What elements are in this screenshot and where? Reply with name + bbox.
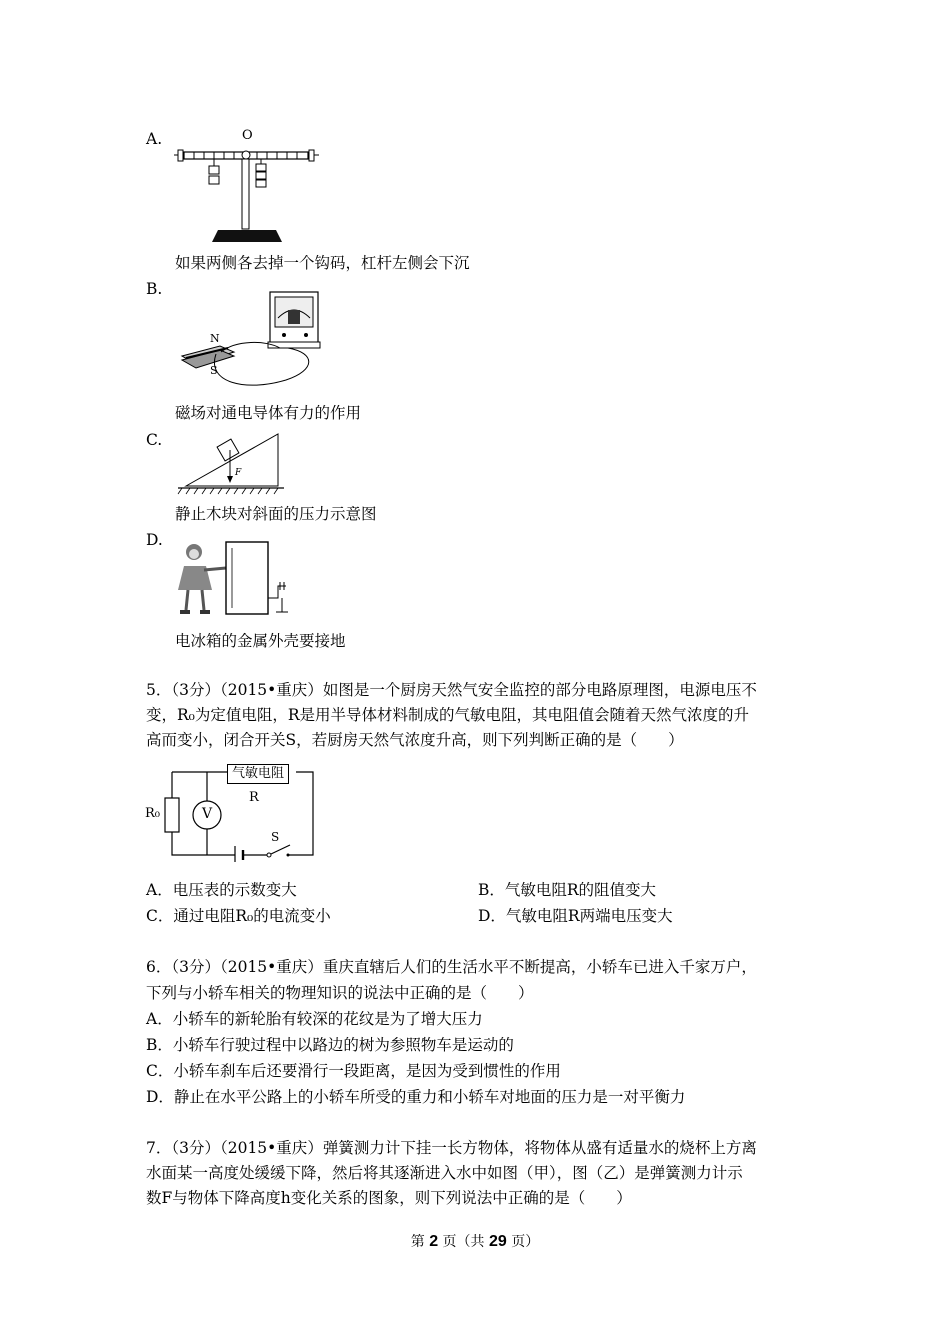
footer-post: 页） — [511, 1234, 540, 1250]
footer-page-number: 2 — [429, 1233, 439, 1250]
circuit-diagram — [145, 762, 320, 862]
r0-label: R₀ — [145, 806, 160, 821]
option-b-caption: 磁场对通电导体有力的作用 — [175, 404, 362, 422]
option-d-letter: D. — [146, 531, 163, 549]
south-label: S — [210, 364, 218, 377]
q6-text-line-2: 下列与小轿车相关的物理知识的说法中正确的是（ ） — [146, 984, 534, 1002]
q6-option-d: D．静止在水平公路上的小轿车所受的重力和小轿车对地面的压力是一对平衡力 — [146, 1088, 686, 1106]
option-a-letter: A. — [146, 130, 163, 148]
q6-option-c: C．小轿车刹车后还要滑行一段距离，是因为受到惯性的作用 — [146, 1062, 561, 1080]
footer-pre: 第 — [410, 1234, 425, 1250]
q6-option-b: B．小轿车行驶过程中以路边的树为参照物车是运动的 — [146, 1036, 514, 1054]
fridge-figure — [176, 538, 296, 618]
force-label: F — [235, 468, 242, 478]
q6-text-line-1: 6．（3分）（2015•重庆）重庆直辖后人们的生活水平不断提高，小轿车已进入千家万户， — [146, 958, 757, 976]
option-d-caption: 电冰箱的金属外壳要接地 — [175, 632, 346, 650]
magnet-circuit-figure — [176, 288, 326, 396]
q7-text-line-1: 7．（3分）（2015•重庆）弹簧测力计下挂一长方物体，将物体从盛有适量水的烧杯上方离 — [146, 1139, 757, 1157]
option-c-letter: C. — [146, 431, 163, 449]
q5-option-d: D．气敏电阻R两端电压变大 — [478, 907, 673, 925]
option-c-caption: 静止木块对斜面的压力示意图 — [175, 505, 377, 523]
r-label: R — [249, 790, 259, 805]
footer-mid: 页（共 — [442, 1234, 485, 1250]
q5-text-line-3: 高而变小，闭合开关S，若厨房天然气浓度升高，则下列判断正确的是（ ） — [146, 731, 684, 749]
pivot-label: O — [242, 128, 253, 143]
q6-option-a: A．小轿车的新轮胎有较深的花纹是为了增大压力 — [146, 1010, 483, 1028]
option-a-caption: 如果两侧各去掉一个钩码，杠杆左侧会下沉 — [175, 254, 470, 272]
q5-option-c: C．通过电阻R₀的电流变小 — [146, 907, 331, 925]
incline-figure — [176, 428, 286, 496]
lever-figure — [172, 130, 322, 248]
page-footer — [0, 1231, 950, 1253]
gas-sensor-label: 气敏电阻 — [227, 764, 289, 784]
north-label: N — [210, 332, 220, 345]
footer-total-pages: 29 — [489, 1233, 507, 1250]
voltmeter-label: V — [202, 806, 213, 822]
switch-label: S — [271, 830, 280, 844]
q5-text-line-1: 5．（3分）（2015•重庆）如图是一个厨房天然气安全监控的部分电路原理图，电源电压不 — [146, 681, 757, 699]
option-b-letter: B. — [146, 280, 163, 298]
q5-text-line-2: 变，R₀为定值电阻，R是用半导体材料制成的气敏电阻，其电阻值会随着天然气浓度的升 — [146, 706, 750, 724]
q7-text-line-3: 数F与物体下降高度h变化关系的图象，则下列说法中正确的是（ ） — [146, 1189, 632, 1207]
q5-option-b: B．气敏电阻R的阻值变大 — [478, 881, 657, 899]
q7-text-line-2: 水面某一高度处缓缓下降，然后将其逐渐进入水中如图（甲），图（乙）是弹簧测力计示 — [146, 1164, 743, 1182]
q5-option-a: A．电压表的示数变大 — [146, 881, 297, 899]
